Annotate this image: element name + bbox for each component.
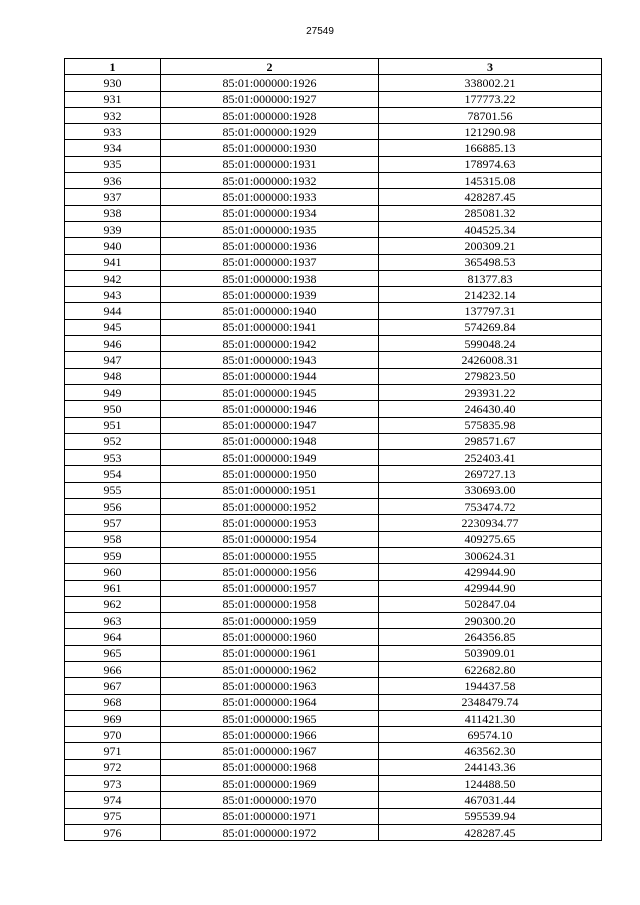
cadastral-number-cell: 85:01:000000:1969 [161,776,379,792]
table-row [65,124,602,140]
header-row [65,59,602,75]
row-number-cell: 945 [65,319,161,335]
value-cell: 264356.85 [379,629,602,645]
row-number-cell: 976 [65,824,161,840]
row-number-cell: 951 [65,417,161,433]
cadastral-number-cell: 85:01:000000:1948 [161,433,379,449]
value-cell: 428287.45 [379,189,602,205]
table-row [65,743,602,759]
value-cell: 166885.13 [379,140,602,156]
cadastral-number-cell: 85:01:000000:1970 [161,792,379,808]
row-number-cell: 950 [65,401,161,417]
value-cell: 365498.53 [379,254,602,270]
table-row [65,336,602,352]
cadastral-number-cell: 85:01:000000:1942 [161,336,379,352]
table-row [65,140,602,156]
cadastral-number-cell: 85:01:000000:1933 [161,189,379,205]
table-row [65,156,602,172]
table-row [65,189,602,205]
table-row [65,531,602,547]
row-number-cell: 939 [65,221,161,237]
cadastral-number-cell: 85:01:000000:1966 [161,727,379,743]
table-body [65,75,602,841]
cadastral-number-cell: 85:01:000000:1930 [161,140,379,156]
table-row [65,287,602,303]
value-cell: 244143.36 [379,759,602,775]
table-row [65,254,602,270]
row-number-cell: 930 [65,75,161,91]
value-cell: 409275.65 [379,531,602,547]
table-row [65,564,602,580]
row-number-cell: 972 [65,759,161,775]
row-number-cell: 970 [65,727,161,743]
value-cell: 428287.45 [379,824,602,840]
table-row [65,270,602,286]
table-row [65,515,602,531]
cadastral-number-cell: 85:01:000000:1928 [161,107,379,123]
value-cell: 411421.30 [379,710,602,726]
cadastral-number-cell: 85:01:000000:1945 [161,384,379,400]
cadastral-number-cell: 85:01:000000:1931 [161,156,379,172]
cadastral-number-cell: 85:01:000000:1935 [161,221,379,237]
value-cell: 622682.80 [379,661,602,677]
cadastral-number-cell: 85:01:000000:1938 [161,270,379,286]
value-cell: 575835.98 [379,417,602,433]
value-cell: 290300.20 [379,613,602,629]
cadastral-number-cell: 85:01:000000:1954 [161,531,379,547]
cadastral-number-cell: 85:01:000000:1971 [161,808,379,824]
cadastral-number-cell: 85:01:000000:1943 [161,352,379,368]
value-cell: 269727.13 [379,466,602,482]
table-row [65,482,602,498]
table-row [65,303,602,319]
table-row [65,727,602,743]
table-row [65,710,602,726]
row-number-cell: 943 [65,287,161,303]
table-row [65,694,602,710]
row-number-cell: 938 [65,205,161,221]
table-row [65,547,602,563]
row-number-cell: 975 [65,808,161,824]
value-cell: 279823.50 [379,368,602,384]
value-cell: 463562.30 [379,743,602,759]
cadastral-number-cell: 85:01:000000:1949 [161,450,379,466]
cadastral-number-cell: 85:01:000000:1956 [161,564,379,580]
value-cell: 574269.84 [379,319,602,335]
cadastral-number-cell: 85:01:000000:1957 [161,580,379,596]
value-cell: 599048.24 [379,336,602,352]
cadastral-number-cell: 85:01:000000:1950 [161,466,379,482]
row-number-cell: 942 [65,270,161,286]
row-number-cell: 971 [65,743,161,759]
cadastral-number-cell: 85:01:000000:1934 [161,205,379,221]
cadastral-number-cell: 85:01:000000:1941 [161,319,379,335]
row-number-cell: 964 [65,629,161,645]
table-row [65,384,602,400]
row-number-cell: 937 [65,189,161,205]
column-header-3: 3 [379,59,602,75]
table-row [65,107,602,123]
row-number-cell: 967 [65,678,161,694]
cadastral-number-cell: 85:01:000000:1944 [161,368,379,384]
cadastral-number-cell: 85:01:000000:1962 [161,661,379,677]
value-cell: 2230934.77 [379,515,602,531]
cadastral-number-cell: 85:01:000000:1936 [161,238,379,254]
value-cell: 124488.50 [379,776,602,792]
cadastral-number-cell: 85:01:000000:1939 [161,287,379,303]
cadastral-number-cell: 85:01:000000:1940 [161,303,379,319]
table-row [65,613,602,629]
cadastral-number-cell: 85:01:000000:1967 [161,743,379,759]
table-row [65,75,602,91]
row-number-cell: 936 [65,173,161,189]
table-row [65,433,602,449]
table-row [65,417,602,433]
row-number-cell: 963 [65,613,161,629]
row-number-cell: 966 [65,661,161,677]
value-cell: 194437.58 [379,678,602,694]
table-row [65,759,602,775]
value-cell: 252403.41 [379,450,602,466]
value-cell: 503909.01 [379,645,602,661]
cadastral-number-cell: 85:01:000000:1927 [161,91,379,107]
row-number-cell: 958 [65,531,161,547]
value-cell: 429944.90 [379,564,602,580]
table-header [65,59,602,75]
cadastral-number-cell: 85:01:000000:1955 [161,547,379,563]
table-row [65,221,602,237]
cadastral-number-cell: 85:01:000000:1926 [161,75,379,91]
column-header-1: 1 [65,59,161,75]
value-cell: 285081.32 [379,205,602,221]
row-number-cell: 949 [65,384,161,400]
row-number-cell: 955 [65,482,161,498]
table-row [65,629,602,645]
cadastral-number-cell: 85:01:000000:1937 [161,254,379,270]
value-cell: 177773.22 [379,91,602,107]
table-row [65,466,602,482]
value-cell: 293931.22 [379,384,602,400]
table-row [65,238,602,254]
cadastral-number-cell: 85:01:000000:1959 [161,613,379,629]
table-row [65,808,602,824]
cadastral-number-cell: 85:01:000000:1952 [161,499,379,515]
table-row [65,580,602,596]
value-cell: 200309.21 [379,238,602,254]
value-cell: 137797.31 [379,303,602,319]
value-cell: 145315.08 [379,173,602,189]
page-number: 27549 [306,26,334,37]
value-cell: 2348479.74 [379,694,602,710]
table-row [65,661,602,677]
row-number-cell: 947 [65,352,161,368]
value-cell: 338002.21 [379,75,602,91]
row-number-cell: 935 [65,156,161,172]
cadastral-number-cell: 85:01:000000:1947 [161,417,379,433]
row-number-cell: 952 [65,433,161,449]
cadastral-number-cell: 85:01:000000:1964 [161,694,379,710]
value-cell: 69574.10 [379,727,602,743]
table-row [65,776,602,792]
value-cell: 467031.44 [379,792,602,808]
cadastral-number-cell: 85:01:000000:1929 [161,124,379,140]
cadastral-number-cell: 85:01:000000:1951 [161,482,379,498]
row-number-cell: 933 [65,124,161,140]
row-number-cell: 946 [65,336,161,352]
row-number-cell: 934 [65,140,161,156]
cadastral-number-cell: 85:01:000000:1963 [161,678,379,694]
cadastral-number-cell: 85:01:000000:1953 [161,515,379,531]
table-row [65,824,602,840]
value-cell: 121290.98 [379,124,602,140]
cadastral-number-cell: 85:01:000000:1960 [161,629,379,645]
table-row [65,450,602,466]
value-cell: 300624.31 [379,547,602,563]
cadastral-number-cell: 85:01:000000:1968 [161,759,379,775]
value-cell: 595539.94 [379,808,602,824]
value-cell: 298571.67 [379,433,602,449]
cadastral-number-cell: 85:01:000000:1958 [161,596,379,612]
table-row [65,792,602,808]
value-cell: 502847.04 [379,596,602,612]
row-number-cell: 973 [65,776,161,792]
value-cell: 178974.63 [379,156,602,172]
table-row [65,352,602,368]
row-number-cell: 969 [65,710,161,726]
value-cell: 753474.72 [379,499,602,515]
row-number-cell: 931 [65,91,161,107]
cadastral-number-cell: 85:01:000000:1946 [161,401,379,417]
row-number-cell: 960 [65,564,161,580]
value-cell: 330693.00 [379,482,602,498]
column-header-2: 2 [161,59,379,75]
row-number-cell: 974 [65,792,161,808]
value-cell: 404525.34 [379,221,602,237]
row-number-cell: 961 [65,580,161,596]
table-row [65,645,602,661]
value-cell: 78701.56 [379,107,602,123]
table-row [65,678,602,694]
table-row [65,319,602,335]
table-row [65,173,602,189]
value-cell: 214232.14 [379,287,602,303]
table-row [65,91,602,107]
table-row [65,368,602,384]
row-number-cell: 941 [65,254,161,270]
value-cell: 81377.83 [379,270,602,286]
row-number-cell: 948 [65,368,161,384]
value-cell: 246430.40 [379,401,602,417]
cadastral-number-cell: 85:01:000000:1961 [161,645,379,661]
row-number-cell: 940 [65,238,161,254]
row-number-cell: 932 [65,107,161,123]
row-number-cell: 957 [65,515,161,531]
table-row [65,499,602,515]
row-number-cell: 954 [65,466,161,482]
row-number-cell: 944 [65,303,161,319]
table-row [65,401,602,417]
cadastral-number-cell: 85:01:000000:1965 [161,710,379,726]
row-number-cell: 965 [65,645,161,661]
table-row [65,596,602,612]
row-number-cell: 962 [65,596,161,612]
data-table [64,58,602,841]
row-number-cell: 956 [65,499,161,515]
cadastral-number-cell: 85:01:000000:1932 [161,173,379,189]
value-cell: 2426008.31 [379,352,602,368]
row-number-cell: 953 [65,450,161,466]
table-row [65,205,602,221]
row-number-cell: 968 [65,694,161,710]
row-number-cell: 959 [65,547,161,563]
cadastral-number-cell: 85:01:000000:1972 [161,824,379,840]
value-cell: 429944.90 [379,580,602,596]
